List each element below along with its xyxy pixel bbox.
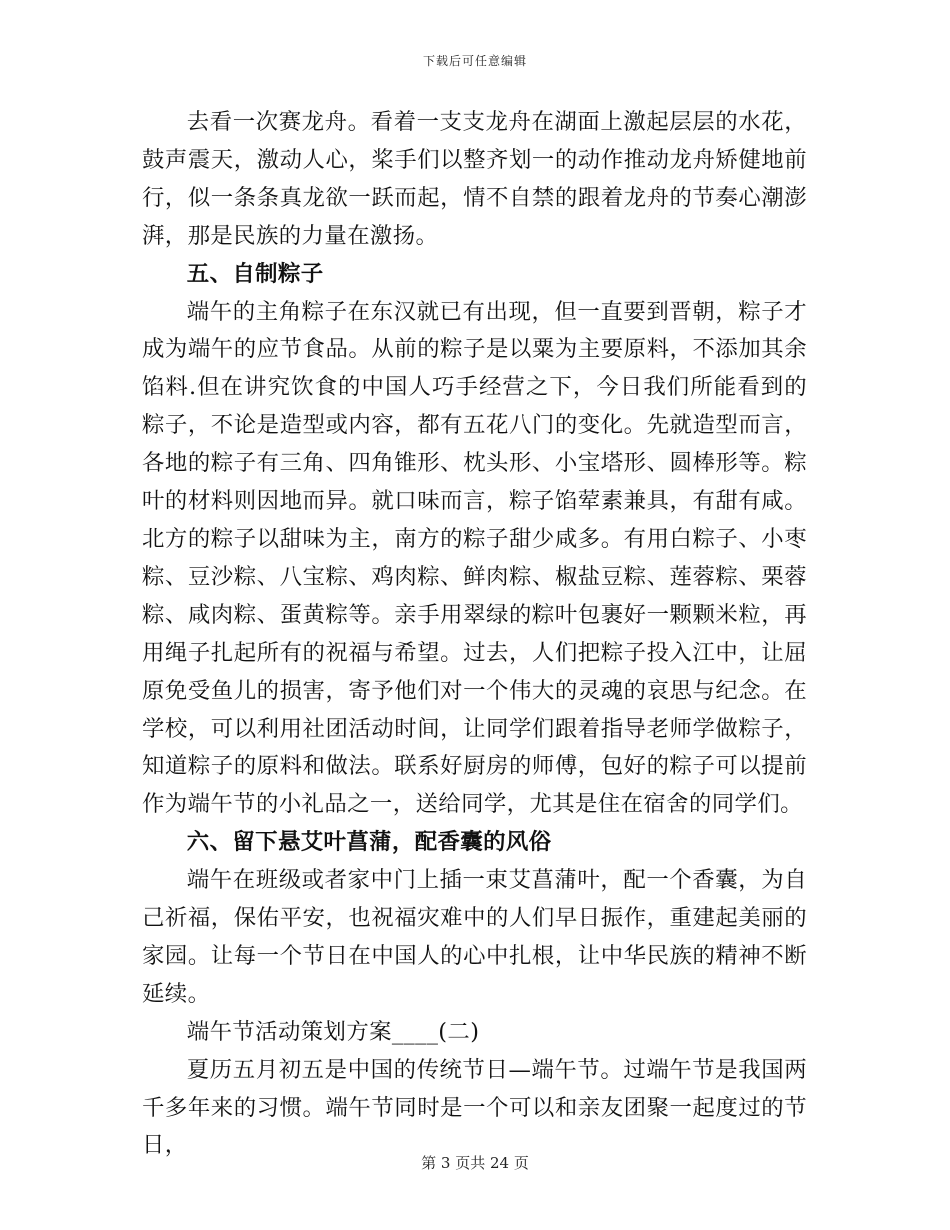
paragraph-mugwort: 端午在班级或者家中门上插一束艾菖蒲叶，配一个香囊，为自己祈福，保佑平安，也祝福灾难中的人们早日振作，重建起美丽的家园。让每一个节日在中国人的心中扎根，让中华民族的精神不断延续。	[142, 867, 807, 1007]
section-heading-mugwort: 六、留下悬艾叶菖蒲，配香囊的风俗	[186, 829, 552, 856]
plan-title-two: 端午节活动策划方案____(二)	[186, 1018, 480, 1045]
document-body	[142, 104, 807, 1165]
section-heading-zongzi: 五、自制粽子	[186, 260, 324, 287]
paragraph-dragon-boat: 去看一次赛龙舟。看着一支支龙舟在湖面上激起层层的水花，鼓声震天，激动人心，桨手们以整齐划一的动作推动龙舟矫健地前行，似一条条真龙欲一跃而起，情不自禁的跟着龙舟的节奏心潮澎湃，那是民族的力量在激扬。	[142, 109, 807, 249]
page-header: 下载后可任意编辑	[422, 54, 527, 68]
paragraph-festival-intro: 夏历五月初五是中国的传统节日—端午节。过端午节是我国两千多年来的习惯。端午节同时是一个可以和亲友团聚一起度过的节日，	[142, 1056, 807, 1159]
paragraph-zongzi: 端午的主角粽子在东汉就已有出现，但一直要到晋朝，粽子才成为端午的应节食品。从前的粽子是以粟为主要原料，不添加其余馅料.但在讲究饮食的中国人巧手经营之下，今日我们所能看到的粽子，不论是造型或内容，都有五花八门的变化。先就造型而言，各地的粽子有三角、四角锥形、枕头形、小宝塔形、圆棒形等。粽叶的材料则因地而异。就口味而言，粽子馅荤素兼具，有甜有咸。北方的粽子以甜味为主，南方的粽子甜少咸多。有用白粽子、小枣粽、豆沙粽、八宝粽、鸡肉粽、鲜肉粽、椒盐豆粽、莲蓉粽、栗蓉粽、咸肉粽、蛋黄粽等。亲手用翠绿的粽叶包裹好一颗颗米粒，再用绳子扎起所有的祝福与希望。过去，人们把粽子投入江中，让屈原免受鱼儿的损害，寄予他们对一个伟大的灵魂的哀思与纪念。在学校，可以利用社团活动时间，让同学们跟着指导老师学做粽子，知道粽子的原料和做法。联系好厨房的师傅，包好的粽子可以提前作为端午节的小礼品之一，送给同学，尤其是住在宿舍的同学们。	[142, 298, 807, 818]
page-number: 第 3 页共 24 页	[421, 1154, 529, 1172]
